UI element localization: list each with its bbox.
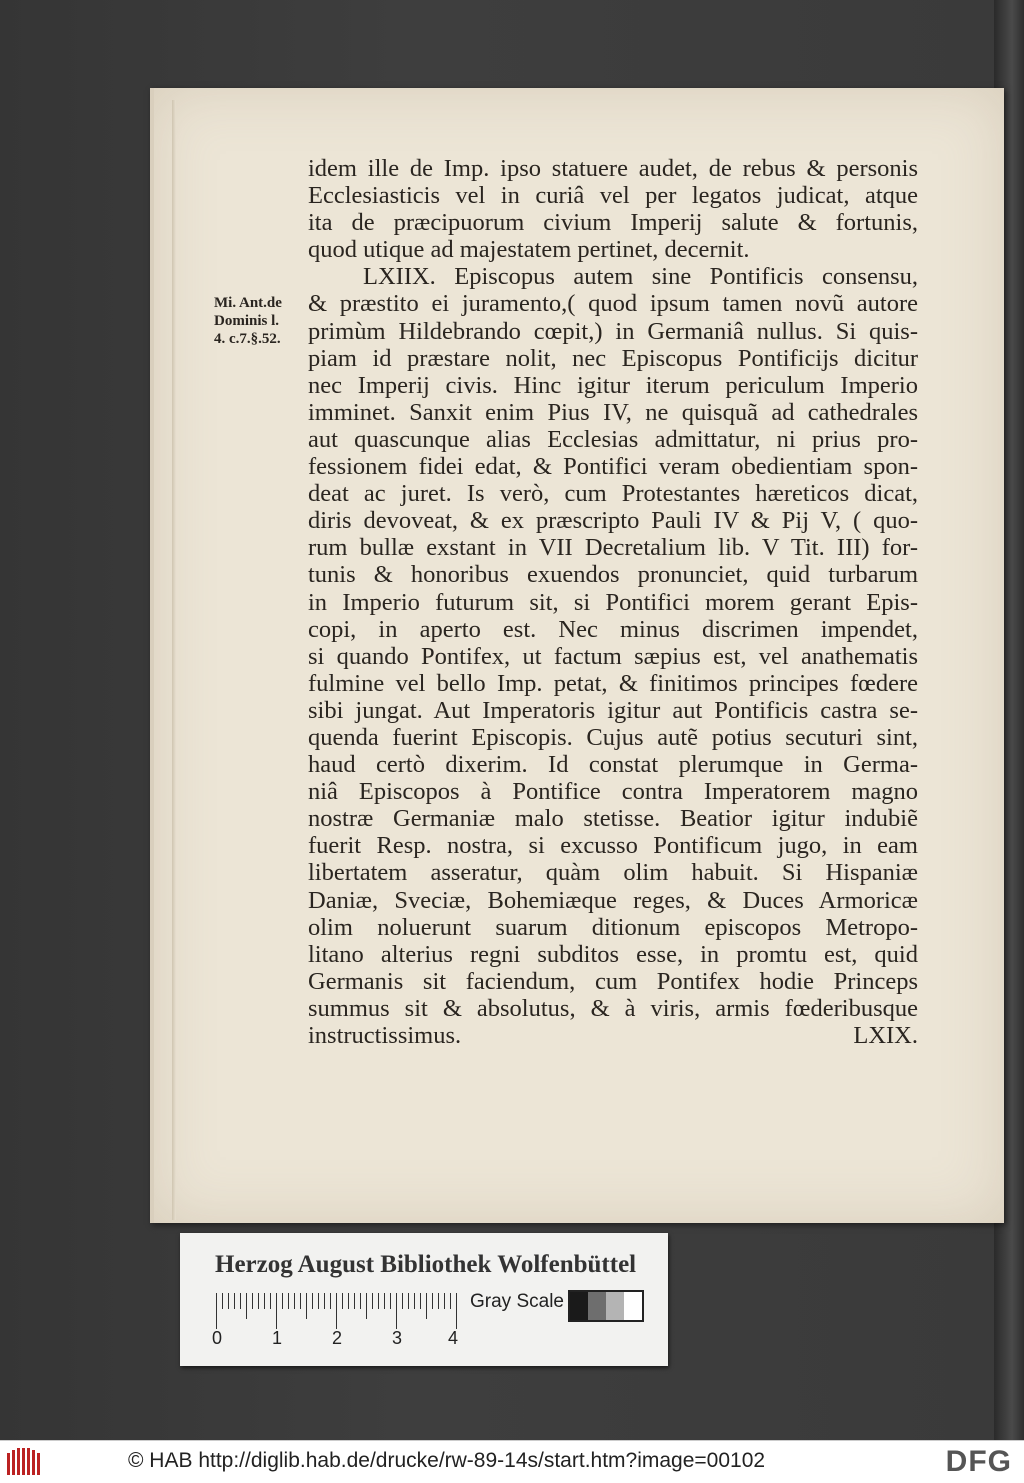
ruler-scale [216, 1293, 461, 1331]
text-line: aut quascunque alias Ecclesias admittatur, ni prius pro- [308, 425, 918, 453]
text-line: & præstito ei juramento,( quod ipsum tamen novũ autore [308, 290, 918, 318]
ruler-tick [354, 1293, 355, 1309]
ruler-tick [432, 1293, 433, 1309]
text-line: fulmine vel bello Imp. petat, & finitimos principes fœdere [308, 669, 918, 697]
library-title: Herzog August Bibliothek Wolfenbüttel [215, 1251, 637, 1278]
ruler-tick [324, 1293, 325, 1309]
text-line: sibi jungat. Aut Imperatoris igitur aut Pontificis castra se- [308, 696, 918, 724]
ruler-tick [390, 1293, 391, 1309]
text-line: litano alterius regni subditos esse, in promtu est, quid [308, 940, 918, 968]
text-line: nostræ Germaniæ malo stetisse. Beatior igitur indubiẽ [308, 805, 918, 833]
text-line: ita de præcipuorum civium Imperij salute & fortunis, [308, 209, 918, 237]
gray-scale-label: Gray Scale [470, 1291, 564, 1312]
ruler-tick [288, 1293, 289, 1309]
text-line: tunis & honoribus exuendos pronunciet, quid turbarum [308, 561, 918, 589]
margin-note [214, 294, 314, 348]
text-line: diris devoveat, & ex præscripto Pauli IV & Pij V, ( quo- [308, 507, 918, 535]
ruler-tick [420, 1293, 421, 1309]
ruler-tick [228, 1293, 229, 1309]
text-line: Germanis sit faciendum, cum Pontifex hodie Princeps [308, 967, 918, 995]
footer-bar [0, 1440, 1024, 1483]
ruler-tick [450, 1293, 451, 1309]
ruler-tick [360, 1293, 361, 1309]
text-line: haud certò dixerim. Id constat plerumque in Germa- [308, 751, 918, 779]
catchword: LXIX. [853, 1022, 918, 1049]
text-line: deat ac juret. Is verò, cum Protestantes hæreticos dicat, [308, 480, 918, 508]
ruler-number: 4 [448, 1328, 459, 1348]
text-line: Daniæ, Sveciæ, Bohemiæque reges, & Duces Armoricæ [308, 886, 918, 914]
ruler-tick [342, 1293, 343, 1309]
gray-swatch [588, 1292, 606, 1320]
gray-swatch [570, 1292, 588, 1320]
ruler-tick [378, 1293, 379, 1309]
margin-note-line: 4. c.7.§.52. [214, 331, 281, 347]
text-line: nec Imperij civis. Hinc igitur iterum periculum Imperio [308, 371, 918, 399]
ruler-number: 0 [212, 1328, 223, 1348]
ruler-tick [282, 1293, 283, 1309]
ruler-tick [234, 1293, 235, 1309]
ruler-number: 1 [272, 1328, 283, 1348]
ruler-tick [456, 1293, 457, 1329]
hab-logo-icon [6, 1447, 42, 1477]
text-line: primùm Hildebrando cœpit,) in Germaniâ nullus. Si quis- [308, 317, 918, 345]
text-line: in Imperio futurum sit, si Pontifici morem gerant Epis- [308, 588, 918, 616]
copyright-link[interactable]: © HAB http://diglib.hab.de/drucke/rw-89-14s/start.htm?image=00102 [128, 1449, 766, 1472]
ruler-tick [366, 1293, 367, 1319]
text-line: fuerit Resp. nostra, si excusso Pontificum jugo, in eam [308, 832, 918, 860]
dfg-logo: DFG [945, 1445, 1012, 1478]
text-line: fessionem fidei edat, & Pontifici veram obedientiam spon- [308, 453, 918, 481]
ruler-tick [240, 1293, 241, 1309]
text-line: quod utique ad majestatem pertinet, decernit. [308, 236, 750, 264]
ruler-tick [402, 1293, 403, 1309]
ruler-tick [276, 1293, 277, 1329]
margin-note-line: Dominis l. [214, 313, 280, 329]
ruler-tick [252, 1293, 253, 1309]
text-line: summus sit & absolutus, & à viris, armis fœderibusque [308, 994, 918, 1022]
ruler-tick [348, 1293, 349, 1309]
ruler-tick [300, 1293, 301, 1309]
margin-note-line: Mi. Ant.de [214, 295, 282, 311]
ruler-tick [384, 1293, 385, 1309]
ruler-tick [408, 1293, 409, 1309]
ruler-tick [312, 1293, 313, 1309]
ruler-tick [222, 1293, 223, 1309]
ruler-tick [264, 1293, 265, 1309]
ruler-number: 3 [392, 1328, 403, 1348]
text-line: idem ille de Imp. ipso statuere audet, de rebus & personis [308, 155, 918, 182]
ruler-tick [336, 1293, 337, 1329]
text-line: rum bullæ exstant in VII Decretalium lib. V Tit. III) for- [308, 534, 918, 562]
gray-scale-swatches [568, 1290, 644, 1322]
final-line [308, 1022, 918, 1049]
text-line: si quando Pontifex, ut factum sæpius est, vel anathematis [308, 642, 918, 670]
text-line: niâ Episcopos à Pontifice contra Imperatorem magno [308, 778, 918, 806]
text-line: copi, in aperto est. Nec minus discrimen impendet, [308, 615, 918, 643]
ruler-tick [330, 1293, 331, 1309]
ruler-tick [438, 1293, 439, 1309]
section-heading-line: LXIIX. Episcopus autem sine Pontificis consensu, [363, 263, 918, 291]
ruler-tick [414, 1293, 415, 1309]
ruler-tick [216, 1293, 217, 1329]
ruler-tick [258, 1293, 259, 1309]
color-scale-card [180, 1233, 668, 1366]
ruler-tick [318, 1293, 319, 1309]
ruler-tick [270, 1293, 271, 1309]
text-line: olim noluerunt suarum ditionum episcopos Metropo- [308, 913, 918, 941]
text-line-end: instructissimus. [308, 1022, 462, 1049]
gray-swatch [606, 1292, 624, 1320]
body-text [308, 155, 918, 1049]
text-line: Ecclesiasticis vel in curiâ vel per legatos judicat, atque [308, 182, 918, 210]
text-line: libertatem asseratur, quàm olim habuit. Si Hispaniæ [308, 859, 918, 887]
ruler-tick [246, 1293, 247, 1319]
ruler-tick [426, 1293, 427, 1319]
gray-swatch [624, 1292, 642, 1320]
ruler-tick [372, 1293, 373, 1309]
text-line: imminet. Sanxit enim Pius IV, ne quisquã ad cathedrales [308, 398, 918, 426]
text-line: quenda fuerint Episcopis. Cujus autẽ potius secuturi sint, [308, 723, 918, 751]
text-line: piam id præstare nolit, nec Episcopus Pontificijs dicitur [308, 344, 918, 372]
ruler-tick [396, 1293, 397, 1329]
page-fold [172, 100, 176, 1220]
ruler-tick [306, 1293, 307, 1319]
ruler-tick [294, 1293, 295, 1309]
ruler-number: 2 [332, 1328, 343, 1348]
ruler-tick [444, 1293, 445, 1309]
